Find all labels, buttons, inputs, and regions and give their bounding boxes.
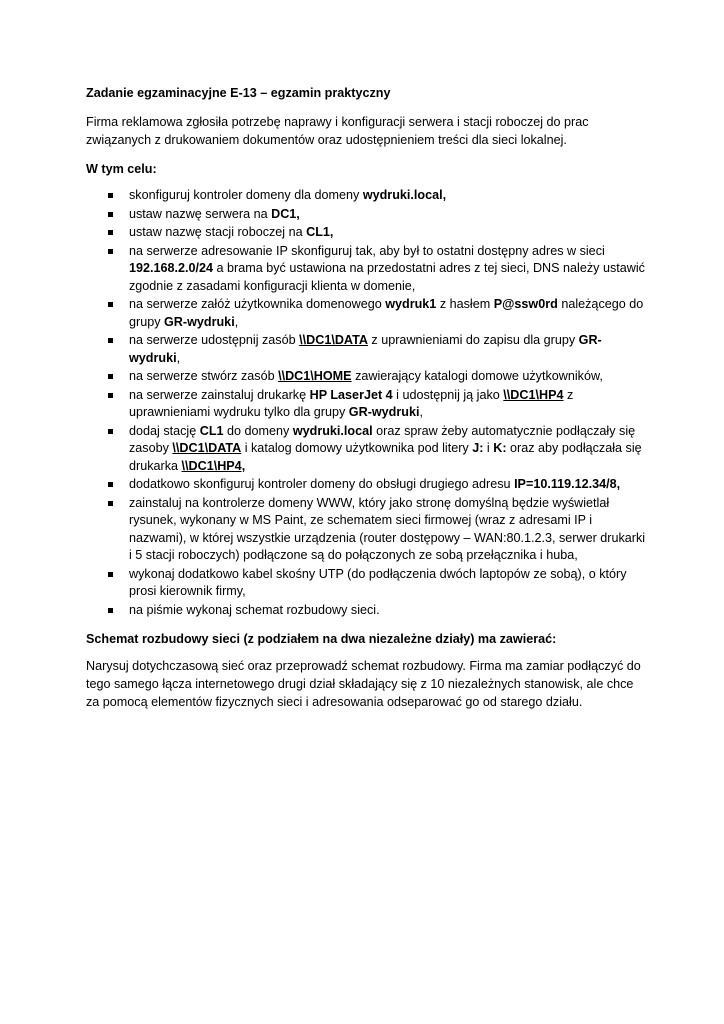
task-item: [86, 243, 646, 295]
task-text: ,: [234, 314, 239, 329]
task-item: [86, 206, 646, 223]
task-item: [86, 566, 646, 601]
task-item: [86, 224, 646, 241]
task-text: na piśmie wykonaj schemat rozbudowy sieci.: [129, 602, 380, 617]
bold-term: GR-wydruki: [348, 405, 420, 420]
task-text: na serwerze załóż użytkownika domenowego: [129, 297, 386, 312]
bold-term: CL1: [199, 423, 224, 438]
task-text: ustaw nazwę serwera na: [129, 206, 272, 221]
bullet-icon: [108, 338, 113, 343]
task-text: ,: [176, 350, 181, 365]
bold-term: P@ssw0rd: [493, 297, 558, 312]
bullet-icon: [108, 374, 113, 379]
bold-term: GR-wydruki: [129, 333, 602, 365]
task-text: oraz aby podłączała się drukarka: [129, 441, 642, 473]
task-text: na serwerze zainstaluj drukarkę: [129, 388, 310, 402]
bold-term: CL1,: [306, 225, 334, 240]
bullet-icon: [108, 501, 113, 506]
task-item: [86, 387, 646, 422]
bullet-icon: [108, 230, 113, 235]
goal-heading: W tym celu:: [86, 162, 157, 176]
share-path: \\DC1\DATA: [299, 333, 368, 348]
task-text: na serwerze stwórz zasób: [129, 369, 279, 384]
document-title: Zadanie egzaminacyjne E-13 – egzamin praktyczny: [86, 86, 391, 100]
schema-heading: Schemat rozbudowy sieci (z podziałem na dwa niezależne działy) ma zawierać:: [86, 631, 557, 646]
task-text: i: [483, 441, 494, 456]
bold-term: GR-wydruki: [164, 314, 235, 329]
bold-term: IP=10.119.12.34/8,: [514, 477, 621, 492]
schema-paragraph: Narysuj dotychczasową sieć oraz przeprowadź schemat rozbudowy. Firma ma zamiar podłączyć do tego samego łącza internetowego drugi dział składający się z 10 niezależnych stanowisk, ale chce za pomocą elementów fizycznych sieci i adresowania odseparować go od starego działu.: [86, 658, 641, 709]
share-path: \\DC1\HP4: [503, 388, 564, 402]
bold-term: HP LaserJet 4: [309, 388, 393, 402]
bold-term: DC1,: [271, 206, 300, 221]
share-path: \\DC1\DATA: [172, 441, 242, 456]
bold-term: K:: [493, 441, 507, 456]
task-item: [86, 423, 646, 475]
task-text: do domeny: [223, 423, 293, 438]
share-path: \\DC1\HP4,: [181, 458, 246, 473]
bullet-icon: [108, 193, 113, 198]
task-text: dodaj stację: [129, 423, 200, 438]
task-list: [86, 187, 646, 619]
task-text: z hasłem: [436, 297, 494, 312]
task-item: [86, 332, 646, 367]
task-text: skonfiguruj kontroler domeny dla domeny: [129, 188, 363, 202]
bold-term: wydruk1: [385, 297, 437, 312]
task-text: i katalog domowy użytkownika pod litery: [241, 441, 473, 456]
bullet-icon: [108, 572, 113, 577]
task-text: na serwerze adresowanie IP skonfiguruj tak, aby był to ostatni dostępny adres w sieci: [129, 244, 605, 259]
task-text: z uprawnieniami wydruku tylko dla grupy: [129, 388, 574, 420]
task-item: [86, 495, 646, 564]
bold-term: wydruki.local,: [362, 188, 447, 202]
bullet-icon: [108, 482, 113, 487]
document-body: [86, 84, 646, 722]
intro-paragraph: Firma reklamowa zgłosiła potrzebę naprawy i konfiguracji serwera i stacji roboczej do prac związanych z drukowaniem dokumentów oraz udostępnieniem treści dla sieci lokalnej.: [86, 115, 589, 147]
task-text: i udostępnij ją jako: [392, 388, 504, 402]
task-item: [86, 476, 646, 493]
bold-term: wydruki.local: [292, 423, 373, 438]
task-item: [86, 187, 646, 204]
task-item: [86, 602, 646, 619]
bold-term: J:: [472, 441, 484, 456]
bold-term: 192.168.2.0/24: [129, 261, 214, 276]
task-item: [86, 368, 646, 385]
bullet-icon: [108, 429, 113, 434]
task-text: z uprawnieniami do zapisu dla grupy: [367, 333, 579, 348]
task-text: zawierający katalogi domowe użytkowników,: [351, 369, 603, 384]
task-text: dodatkowo skonfiguruj kontroler domeny do obsługi drugiego adresu: [129, 477, 515, 492]
bullet-icon: [108, 608, 113, 613]
share-path: \\DC1\HOME: [278, 369, 352, 384]
bullet-icon: [108, 302, 113, 307]
task-item: [86, 296, 646, 331]
task-text: ,: [419, 405, 423, 420]
bullet-icon: [108, 249, 113, 254]
task-text: wykonaj dodatkowo kabel skośny UTP (do podłączenia dwóch laptopów ze sobą), o który prosi kierownik firmy,: [129, 566, 627, 598]
bullet-icon: [108, 212, 113, 217]
bullet-icon: [108, 393, 113, 398]
task-text: na serwerze udostępnij zasób: [129, 333, 300, 348]
task-text: zainstaluj na kontrolerze domeny WWW, który jako stronę domyślną będzie wyświetlał rysunek, wykonany w MS Paint, ze schematem sieci firmowej (wraz z adresami IP i nazwami), w której wszystkie urządzenia (router dostępowy – WAN:80.1.2.3, serwer drukarki i 5 stacji roboczych) podłączone są do połączonych ze sobą przełącznika i huba,: [129, 495, 646, 562]
task-text: oraz spraw żeby automatycznie podłączały się zasoby: [129, 423, 636, 456]
task-text: ustaw nazwę stacji roboczej na: [129, 225, 307, 240]
task-text: należącego do grupy: [129, 297, 644, 329]
task-text: a brama być ustawiona na przedostatni adres z tej sieci, DNS należy ustawić zgodnie z zasadami konfiguracji klienta w domenie,: [129, 261, 645, 293]
